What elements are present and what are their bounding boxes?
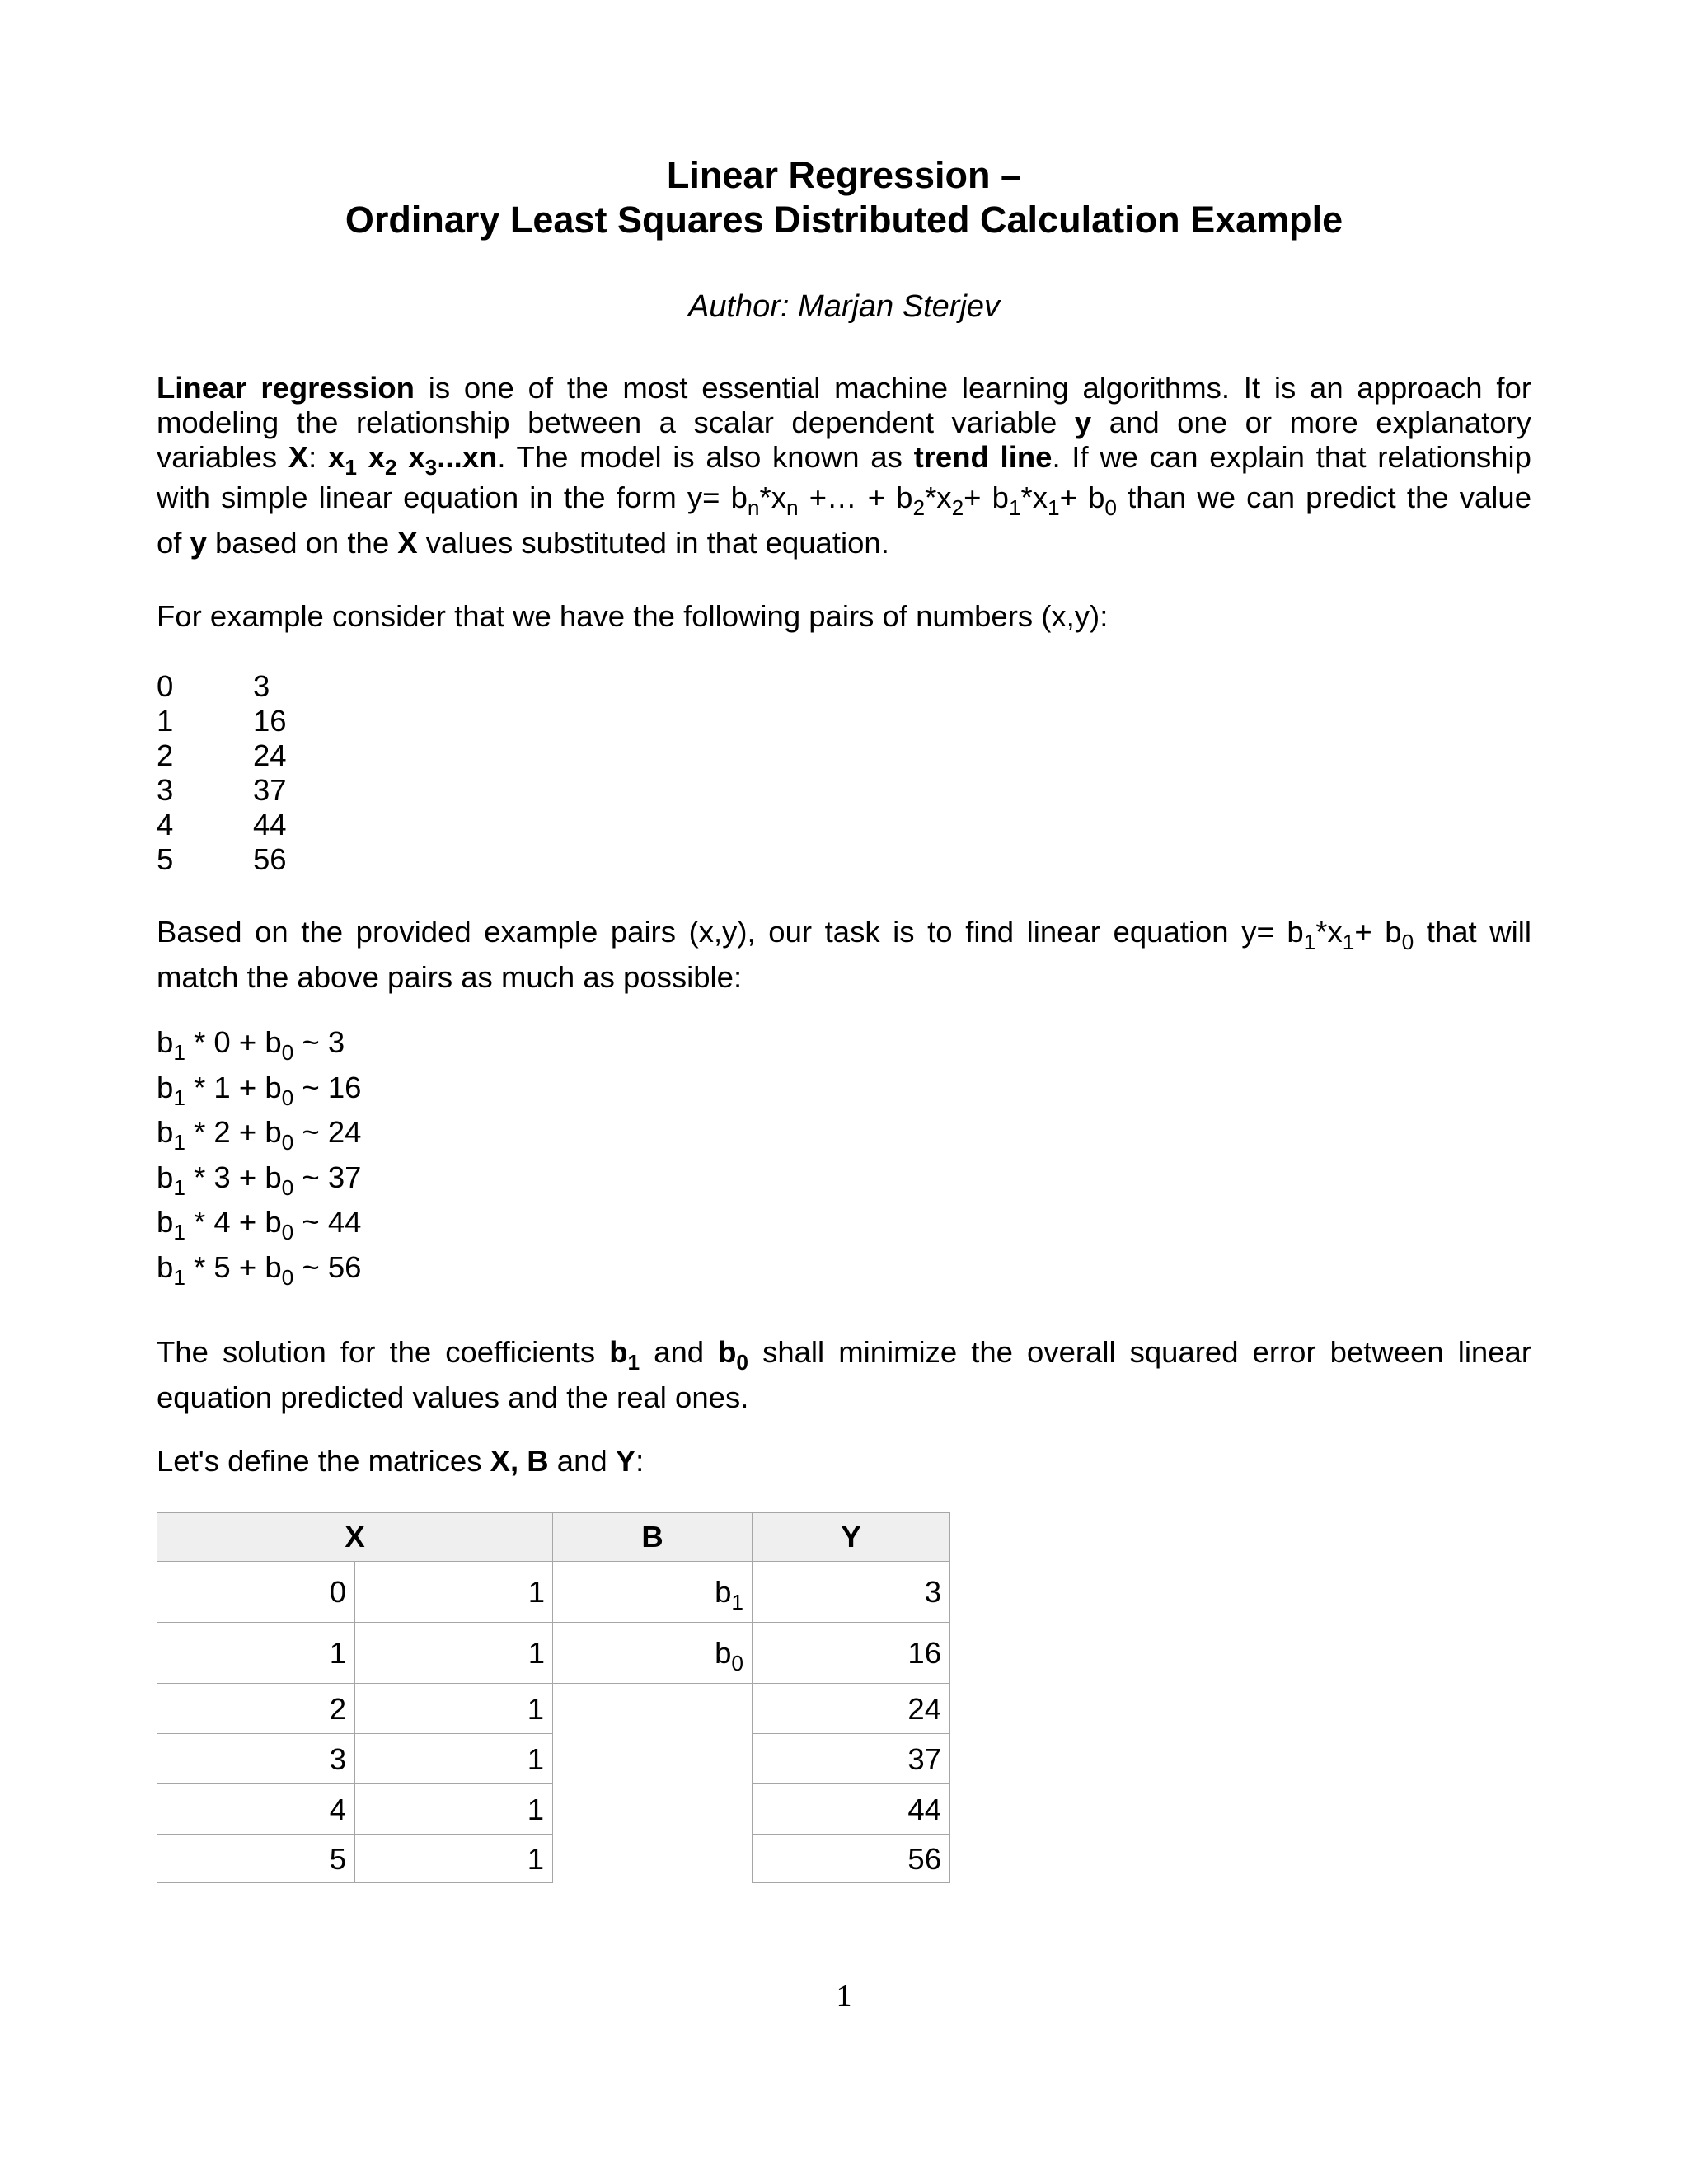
task-line-1: Based on the provided example pairs (x,y), our task is to find linear equation $y= b_1*x_1+ b_0$ that will bbox=[157, 915, 1531, 955]
x-cell: 1 bbox=[354, 1684, 553, 1734]
matrix-table bbox=[157, 1512, 950, 1883]
intro-line-4: with simple linear equation in the form $y= b_n*x_n$ +… + $b_2*x_2+ b_1*x_1+ b_0$ than we can predict the value bbox=[157, 480, 1531, 521]
equation-row: $b_1 * 1 + b_0$ ~ 16 bbox=[157, 1070, 362, 1110]
x-cell: 1 bbox=[157, 1623, 354, 1684]
header-x: X bbox=[157, 1512, 553, 1562]
task-paragraph bbox=[157, 909, 1531, 1000]
solution-line-2: equation predicted values and the real ones. bbox=[157, 1380, 749, 1414]
title-line-2: Ordinary Least Squares Distributed Calculation Example bbox=[345, 199, 1343, 241]
b-cell: $b_0$ bbox=[552, 1623, 753, 1684]
intro-line-3: variables X: $x_1$ $x_2$ $x_3...xn$. The model is also known as trend line. If we can explain that relationship bbox=[157, 440, 1531, 480]
intro-paragraph bbox=[157, 371, 1531, 565]
pairs-list bbox=[157, 669, 287, 877]
y-cell: 37 bbox=[752, 1734, 950, 1784]
y-cell: 16 bbox=[752, 1623, 950, 1684]
x-cell: 3 bbox=[157, 1734, 354, 1784]
x-cell: 1 bbox=[354, 1835, 553, 1883]
y-cell: 24 bbox=[752, 1684, 950, 1734]
term-trend-line: trend line bbox=[913, 440, 1053, 474]
x-cell: 1 bbox=[354, 1623, 553, 1684]
pair-row: 1 16 bbox=[157, 704, 287, 738]
example-intro: For example consider that we have the following pairs of numbers (x,y): bbox=[157, 599, 1109, 633]
intro-line-1: Linear regression is one of the most essential machine learning algorithms. It is an approach for bbox=[157, 371, 1531, 405]
equation-row: $b_1 * 0 + b_0$ ~ 3 bbox=[157, 1025, 345, 1066]
pair-row: 4 44 bbox=[157, 808, 287, 841]
equation-row: $b_1 * 2 + b_0$ ~ 24 bbox=[157, 1115, 362, 1155]
equation-row: $b_1 * 4 + b_0$ ~ 44 bbox=[157, 1205, 362, 1245]
equation-row: $b_1 * 5 + b_0$ ~ 56 bbox=[157, 1249, 362, 1290]
intro-line-5: of y based on the X values substituted in that equation. bbox=[157, 526, 889, 560]
pair-row: 3 37 bbox=[157, 773, 287, 807]
pair-row: 5 56 bbox=[157, 842, 287, 876]
equations-list bbox=[157, 1020, 361, 1290]
x-cell: 1 bbox=[354, 1784, 553, 1835]
x-cell: 1 bbox=[354, 1734, 553, 1784]
x-cell: 4 bbox=[157, 1784, 354, 1835]
x-cell: 5 bbox=[157, 1835, 354, 1883]
title-block bbox=[0, 153, 1688, 242]
author-line: Author: Marjan Sterjev bbox=[687, 289, 1001, 324]
solution-line-1: The solution for the coefficients $b_1$ and $b_0$ shall minimize the overall squared error between linear bbox=[157, 1335, 1531, 1376]
term-linear-regression: Linear regression bbox=[157, 371, 415, 405]
y-cell: 56 bbox=[752, 1835, 950, 1883]
y-cell: 44 bbox=[752, 1784, 950, 1835]
intro-line-2: modeling the relationship between a scalar dependent variable y and one or more explanatory bbox=[157, 405, 1531, 439]
x-cell: 0 bbox=[157, 1562, 354, 1623]
title-line-1: Linear Regression – bbox=[666, 154, 1022, 196]
x-cell: 2 bbox=[157, 1684, 354, 1734]
b-cell: $b_1$ bbox=[552, 1562, 753, 1623]
header-b: B bbox=[552, 1512, 753, 1562]
solution-paragraph bbox=[157, 1329, 1531, 1420]
y-cell: 3 bbox=[752, 1562, 950, 1623]
task-line-2: match the above pairs as much as possible: bbox=[157, 960, 743, 994]
pair-row: 0 3 bbox=[157, 669, 270, 703]
x-cell: 1 bbox=[354, 1562, 553, 1623]
matrices-intro: Let's define the matrices X, B and Y: bbox=[157, 1444, 645, 1478]
header-y: Y bbox=[752, 1512, 950, 1562]
equation-row: $b_1 * 3 + b_0$ ~ 37 bbox=[157, 1160, 362, 1200]
page-number: 1 bbox=[836, 1979, 852, 2013]
pair-row: 2 24 bbox=[157, 738, 287, 772]
